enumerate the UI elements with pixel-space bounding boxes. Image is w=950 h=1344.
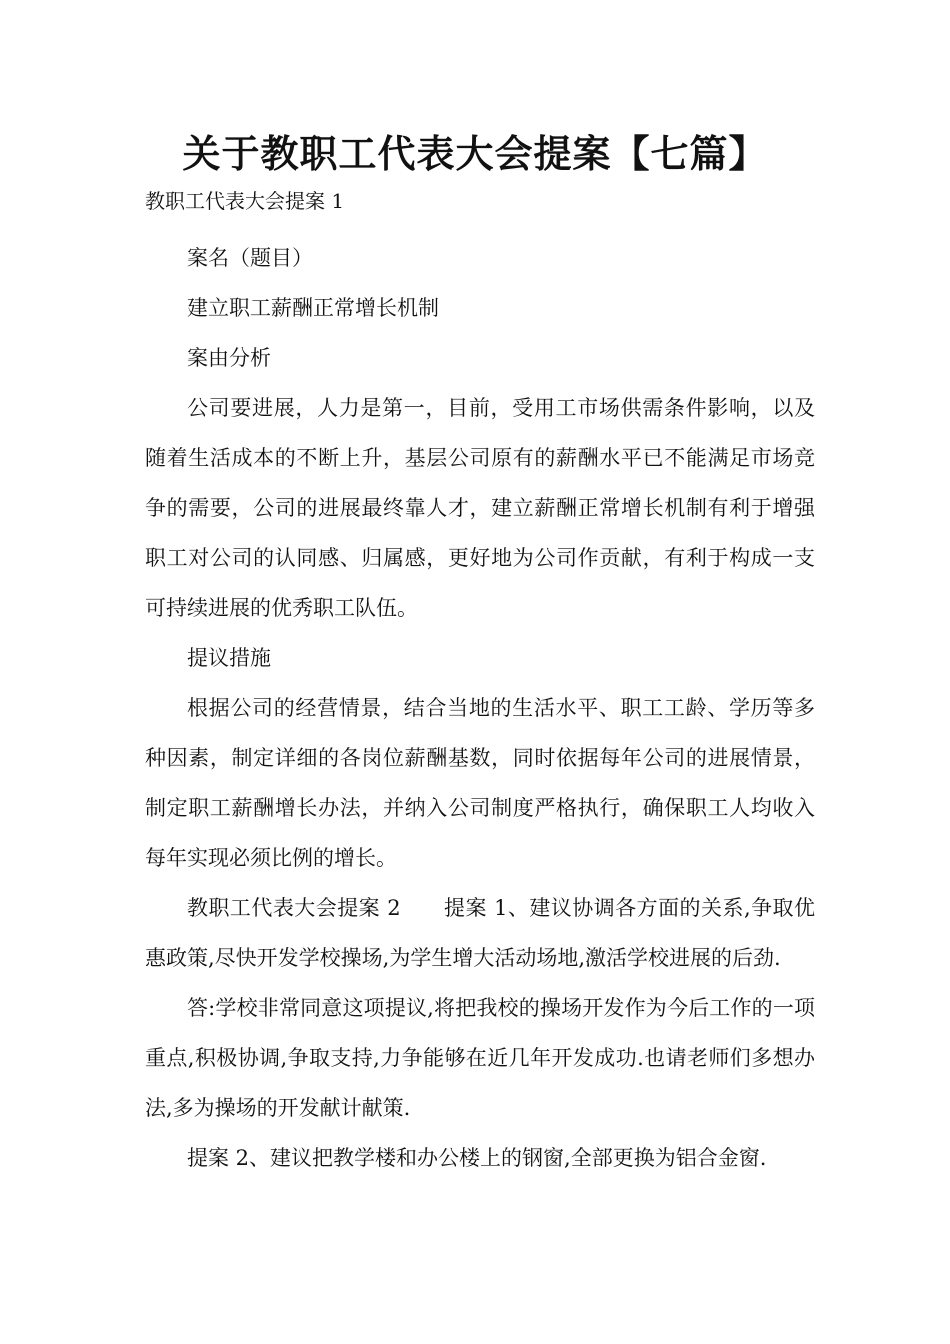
section-heading: 教职工代表大会提案 1	[145, 189, 345, 213]
paragraph-analysis-label: 案由分析	[187, 346, 271, 370]
paragraph-answer: 答:学校非常同意这项提议,将把我校的操场开发作为今后工作的一项重点,积极协调,争取支持,力争能够在近几年开发成功.也请老师们多想办法,多为操场的开发献计献策.	[145, 996, 815, 1120]
paragraph-proposal-2: 教职工代表大会提案 2 提案 1、建议协调各方面的关系,争取优惠政策,尽快开发学校操场,为学生增大活动场地,激活学校进展的后劲.	[145, 896, 815, 970]
paragraph-analysis: 公司要进展，人力是第一，目前，受用工市场供需条件影响，以及随着生活成本的不断上升，基层公司原有的薪酬水平已不能满足市场竞争的需要，公司的进展最终靠人才，建立薪酬正常增长机制有利于增强职工对公司的认同感、归属感，更好地为公司作贡献，有利于构成一支可持续进展的优秀职工队伍。	[145, 396, 815, 620]
document-body	[145, 233, 815, 1183]
paragraph-proposal-2-window: 提案 2、建议把教学楼和办公楼上的钢窗,全部更换为铝合金窗.	[187, 1146, 767, 1170]
paragraph-case-name-label: 案名（题目）	[187, 246, 313, 270]
paragraph-measures-label: 提议措施	[187, 646, 271, 670]
paragraph-case-name: 建立职工薪酬正常增长机制	[187, 296, 439, 320]
paragraph-measures: 根据公司的经营情景，结合当地的生活水平、职工工龄、学历等多种因素，制定详细的各岗位薪酬基数，同时依据每年公司的进展情景，制定职工薪酬增长办法，并纳入公司制度严格执行，确保职工人均收入每年实现必须比例的增长。	[145, 696, 815, 870]
document-title: 关于教职工代表大会提案【七篇】	[182, 132, 768, 176]
